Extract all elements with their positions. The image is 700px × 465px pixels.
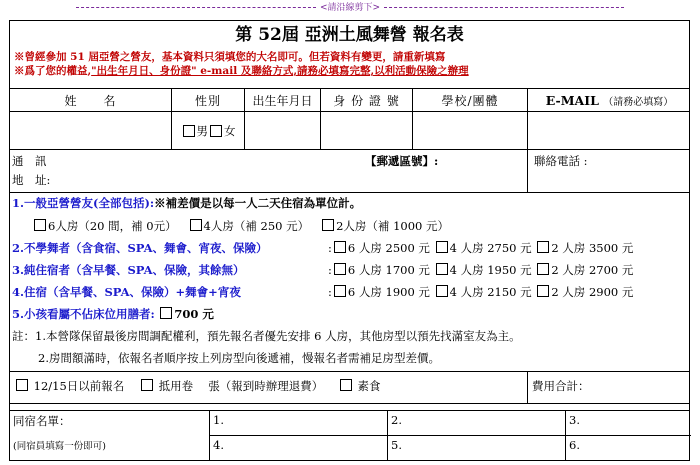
extras-row — [10, 372, 689, 404]
option-2c-checkbox[interactable] — [537, 241, 549, 253]
roommates-label: 同宿名單： — [13, 414, 71, 428]
cut-line-label: <請沿線剪下> — [319, 3, 381, 13]
registration-form — [9, 20, 690, 461]
option-2c-label: 2 人房 3500 元 — [551, 241, 634, 255]
option-3c-label: 2 人房 2700 元 — [551, 263, 634, 277]
phone-label: 聯絡電話 : — [534, 154, 588, 168]
email-input-cell[interactable] — [528, 112, 691, 149]
option-3a-checkbox[interactable] — [334, 263, 346, 275]
notice-insurance — [10, 64, 689, 78]
roommate-slot-6[interactable]: 6. — [569, 438, 580, 452]
option-3a-label: 6 人房 1700 元 — [347, 263, 430, 277]
form-title: 第 52屆 亞洲土風舞營 報名表 — [235, 25, 464, 45]
roommate-slot-4[interactable]: 4. — [210, 435, 388, 460]
option-3b-checkbox[interactable] — [436, 263, 448, 275]
option-5-line — [12, 306, 214, 322]
voucher-checkbox[interactable] — [141, 379, 153, 391]
address-label-line2: 地 址: — [12, 173, 51, 187]
header-school: 學校/團體 — [413, 89, 528, 111]
applicant-data-row — [10, 112, 689, 150]
contact-row — [10, 150, 689, 193]
name-input-cell[interactable] — [10, 112, 172, 149]
option-1a-checkbox[interactable] — [34, 219, 46, 231]
option-1b-label: 4人房（補 250 元） — [203, 219, 310, 233]
gender-select-cell — [172, 112, 245, 149]
option-4b-label: 4 人房 2150 元 — [449, 285, 532, 299]
header-email-note: （請務必填寫） — [603, 96, 674, 108]
roommates-sub: (同宿員填寫一份即可) — [13, 441, 106, 452]
extras-line — [14, 378, 381, 394]
header-email — [528, 89, 691, 111]
option-1-line — [12, 195, 361, 211]
header-gender: 性別 — [172, 89, 245, 111]
roommate-slot-2[interactable]: 2. — [388, 411, 566, 435]
option-1c-label: 2人房（補 1000 元） — [336, 219, 449, 233]
option-2b-label: 4 人房 2750 元 — [449, 241, 532, 255]
gender-male-label: 男 — [196, 123, 208, 138]
birthdate-input-cell[interactable] — [245, 112, 321, 149]
cut-line-left — [76, 7, 316, 8]
notice-returning: ※曾經參加 51 屆亞營之營友，基本資料只須填您的大名即可。但若資料有變更，請重新填寫 — [14, 51, 446, 63]
vegetarian-checkbox[interactable] — [340, 379, 352, 391]
option-4-title: 4.住宿（含早餐、SPA、保險）+舞會+宵夜 — [12, 285, 241, 299]
option-1a-label: 6人房（20 間，補 0元） — [48, 219, 177, 233]
roommate-slot-3[interactable]: 3. — [569, 413, 580, 427]
early-registration-checkbox[interactable] — [16, 379, 28, 391]
total-label: 費用合計： — [532, 379, 590, 393]
roommate-slot-1[interactable]: 1. — [210, 411, 388, 435]
option-1-title: 1.一般亞營營友(全部包括): — [12, 196, 155, 210]
option-2-title: 2.不學舞者（含食宿、SPA、舞會、宵夜、保險） — [12, 241, 268, 255]
form-header — [10, 21, 689, 89]
option-5-checkbox[interactable] — [160, 307, 172, 319]
option-2a-label: 6 人房 2500 元 — [347, 241, 430, 255]
option-4b-checkbox[interactable] — [436, 285, 448, 297]
option-4a-label: 6 人房 1900 元 — [347, 285, 430, 299]
spacer-row — [10, 404, 689, 411]
header-id-number: 身 份 證 號 — [321, 89, 413, 111]
option-4-line: 4.住宿（含早餐、SPA、保險）+舞會+宵夜 : 6 人房 1900 元 4 人房 2150 元 2 人房 2900 元 — [12, 285, 634, 299]
school-input-cell[interactable] — [413, 112, 528, 149]
option-1-note: ※補差價是以每一人二天住宿為單位計。 — [154, 196, 362, 210]
early-registration-label: 12/15日以前報名 — [33, 379, 125, 393]
option-2-line: 2.不學舞者（含食宿、SPA、舞會、宵夜、保險） : 6 人房 2500 元 4 人房 2750 元 2 人房 3500 元 — [12, 241, 634, 255]
notice-insurance-prefix: ※爲了您的權益, — [14, 65, 92, 77]
header-name: 姓 名 — [10, 89, 172, 111]
gender-female-checkbox[interactable] — [210, 125, 222, 137]
extras-options — [10, 372, 528, 403]
roommate-slot-5[interactable]: 5. — [388, 435, 566, 460]
cut-line-right — [384, 7, 624, 8]
roommates-label-cell — [10, 411, 210, 460]
option-2b-checkbox[interactable] — [436, 241, 448, 253]
address-label-line1: 通 訊 — [12, 154, 47, 168]
phone-cell[interactable] — [528, 150, 691, 192]
postal-code-label: 【郵遞區號】: — [365, 154, 439, 168]
option-4c-label: 2 人房 2900 元 — [551, 285, 634, 299]
roommates-grid — [210, 411, 691, 460]
option-3-line: 3.純住宿者（含早餐、SPA、保險，其餘無） : 6 人房 1700 元 4 人房 1950 元 2 人房 2700 元 — [12, 263, 634, 277]
header-birthdate: 出生年月日 — [245, 89, 321, 111]
option-4a-checkbox[interactable] — [334, 285, 346, 297]
option-2a-checkbox[interactable] — [334, 241, 346, 253]
roommates-row-1 — [210, 411, 691, 436]
option-1c-checkbox[interactable] — [322, 219, 334, 231]
cut-line — [36, 2, 664, 14]
option-1-choices — [32, 218, 449, 234]
option-5-label: 700 元 — [174, 307, 214, 321]
notice-insurance-link: "出生年月日、身份證" e-mail 及聯絡方式,請務必填寫完整,以利活動保險之辦理 — [91, 65, 469, 77]
gender-male-checkbox[interactable] — [183, 125, 195, 137]
note-1: 註：1.本營隊保留最後房間調配權利，預先報名者優先安排 6 人房，其他房型以預先找滿室友為主。 — [12, 329, 521, 343]
header-email-label: E-MAIL — [545, 92, 599, 108]
voucher-label: 抵用卷 張（報到時辦理退費） — [158, 379, 324, 393]
gender-female-label: 女 — [224, 123, 236, 138]
option-3b-label: 4 人房 1950 元 — [449, 263, 532, 277]
option-3c-checkbox[interactable] — [537, 263, 549, 275]
option-5-title: 5.小孩看屬不佔床位用膳者: — [12, 307, 155, 321]
vegetarian-label: 素食 — [357, 379, 381, 393]
options-section — [10, 193, 689, 372]
address-cell[interactable] — [10, 150, 528, 192]
roommates-section — [10, 411, 689, 460]
roommates-row-2 — [210, 435, 691, 460]
option-1b-checkbox[interactable] — [190, 219, 202, 231]
note-2: 2.房間額滿時，依報名者順序按上列房型向後遞補，慢報名者需補足房型差價。 — [38, 351, 440, 365]
total-cell[interactable] — [528, 372, 691, 403]
id-number-input-cell[interactable] — [321, 112, 413, 149]
option-4c-checkbox[interactable] — [537, 285, 549, 297]
option-3-title: 3.純住宿者（含早餐、SPA、保險，其餘無） — [12, 263, 245, 277]
column-header-row — [10, 89, 689, 112]
